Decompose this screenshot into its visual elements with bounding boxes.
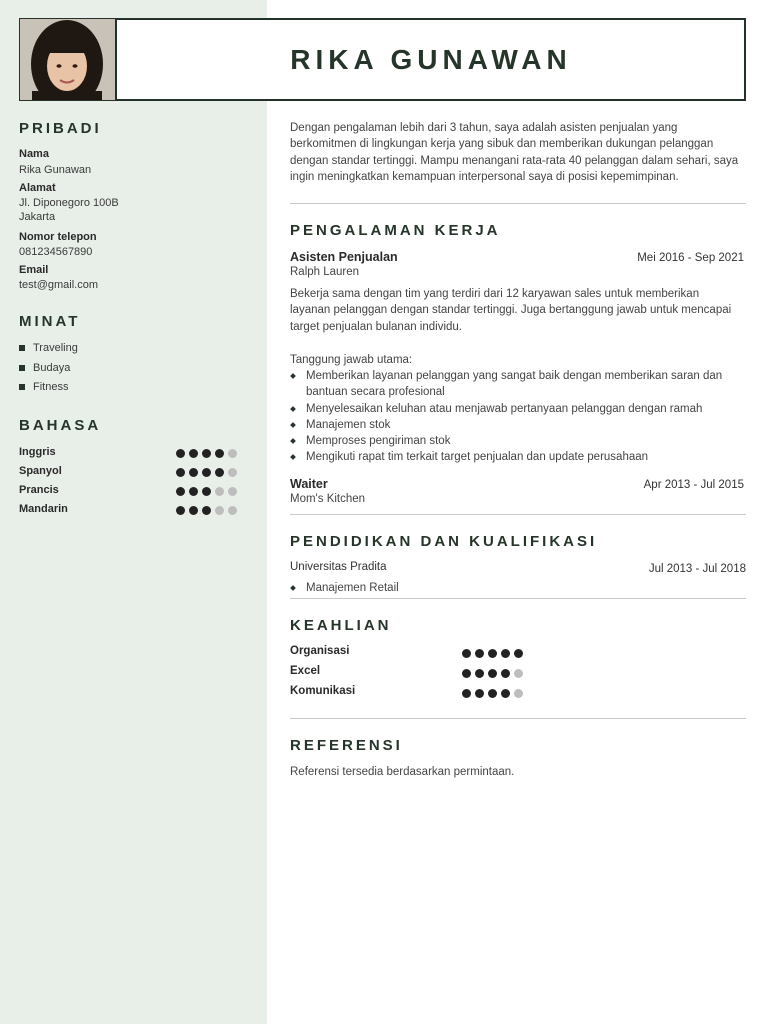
education-list [290, 580, 740, 596]
divider [290, 718, 746, 719]
duty-item: Memproses pengiriman stok [290, 433, 740, 449]
address-line-1: Jl. Diponegoro 100B [19, 197, 119, 209]
skill-rating [462, 689, 523, 698]
job-description: Bekerja sama dengan tim yang terdiri dari 12 karyawan sales untuk memberikan layanan pelanggan dengan standar tertinggi. Juga bertanggung jawab untuk mencapai target penjualan bulanan individu. [290, 288, 732, 333]
job-company: Mom's Kitchen [290, 493, 366, 505]
section-title-experience: PENGALAMAN KERJA [290, 222, 501, 239]
interest-item [19, 381, 68, 393]
section-title-languages: BAHASA [19, 417, 102, 434]
language-rating [176, 506, 237, 515]
square-bullet-icon [19, 365, 25, 371]
square-bullet-icon [19, 345, 25, 351]
duty-item: Mengikuti rapat tim terkait target penjualan dan update perusahaan [290, 449, 740, 465]
rating-dot-empty [514, 669, 523, 678]
name-value: Rika Gunawan [19, 164, 92, 176]
square-bullet-icon [19, 384, 25, 390]
duty-item: Memberikan layanan pelanggan yang sangat baik dengan memberikan saran dan bantuan secara profesional [290, 368, 740, 401]
rating-dot-filled [488, 689, 497, 698]
language-name: Inggris [19, 446, 56, 458]
language-rating [176, 468, 237, 477]
rating-dot-filled [462, 669, 471, 678]
divider [290, 514, 746, 515]
profile-photo [20, 19, 117, 100]
rating-dot-empty [228, 468, 237, 477]
rating-dot-filled [462, 689, 471, 698]
candidate-name: RIKA GUNAWAN [290, 43, 572, 75]
language-name: Prancis [19, 484, 59, 496]
rating-dot-filled [501, 649, 510, 658]
job-title: Waiter [290, 477, 328, 491]
section-title-skills: KEAHLIAN [290, 617, 392, 634]
phone-label: Nomor telepon [19, 231, 97, 243]
section-title-personal: PRIBADI [19, 120, 102, 137]
address-line-2: Jakarta [19, 211, 56, 223]
divider [290, 203, 746, 204]
language-rating [176, 487, 237, 496]
education-item: Manajemen Retail [290, 580, 740, 596]
divider [290, 598, 746, 599]
rating-dot-filled [475, 649, 484, 658]
skill-rating [462, 669, 523, 678]
rating-dot-filled [202, 487, 211, 496]
rating-dot-filled [215, 449, 224, 458]
job-dates: Apr 2013 - Jul 2015 [643, 479, 744, 491]
references-text: Referensi tersedia berdasarkan permintaan. [290, 766, 515, 778]
interest-item [19, 342, 78, 354]
rating-dot-filled [475, 669, 484, 678]
rating-dot-empty [228, 506, 237, 515]
profile-summary: Dengan pengalaman lebih dari 3 tahun, saya adalah asisten penjualan yang berkomitmen di lingkungan kerja yang sibuk dan memberikan dukungan pelanggan dengan standar tertinggi. Mampu menangani rata-rata 40 pelanggan dalam sehari, saya ingin meningkatkan kemampuan interpersonal saya di posisi kepemimpinan. [290, 122, 739, 183]
interest-label: Fitness [33, 381, 69, 393]
interest-label: Traveling [33, 342, 78, 354]
phone-value: 081234567890 [19, 246, 93, 258]
rating-dot-filled [176, 468, 185, 477]
duties-heading: Tanggung jawab utama: [290, 354, 413, 366]
language-rating [176, 449, 237, 458]
job-company: Ralph Lauren [290, 266, 360, 278]
rating-dot-empty [228, 449, 237, 458]
rating-dot-filled [189, 487, 198, 496]
rating-dot-filled [488, 649, 497, 658]
rating-dot-filled [475, 689, 484, 698]
rating-dot-filled [189, 449, 198, 458]
rating-dot-empty [514, 689, 523, 698]
rating-dot-filled [189, 468, 198, 477]
rating-dot-filled [215, 468, 224, 477]
rating-dot-filled [176, 487, 185, 496]
rating-dot-empty [215, 506, 224, 515]
rating-dot-filled [514, 649, 523, 658]
address-label: Alamat [19, 182, 56, 194]
rating-dot-filled [501, 689, 510, 698]
school-name: Universitas Pradita [290, 561, 387, 573]
skill-rating [462, 649, 523, 658]
name-label: Nama [19, 148, 49, 160]
rating-dot-filled [189, 506, 198, 515]
duty-item: Menyelesaikan keluhan atau menjawab pertanyaan pelanggan dengan ramah [290, 401, 740, 417]
rating-dot-filled [176, 449, 185, 458]
duty-item: Manajemen stok [290, 417, 740, 433]
skill-name: Organisasi [290, 645, 350, 657]
rating-dot-empty [228, 487, 237, 496]
rating-dot-filled [501, 669, 510, 678]
rating-dot-filled [202, 468, 211, 477]
language-name: Spanyol [19, 465, 62, 477]
section-title-education: PENDIDIKAN DAN KUALIFIKASI [290, 533, 598, 550]
rating-dot-filled [202, 506, 211, 515]
rating-dot-filled [462, 649, 471, 658]
job-title: Asisten Penjualan [290, 250, 398, 264]
language-name: Mandarin [19, 503, 68, 515]
skill-name: Excel [290, 665, 321, 677]
rating-dot-empty [215, 487, 224, 496]
email-value: test@gmail.com [19, 279, 99, 291]
section-title-interests: MINAT [19, 313, 81, 330]
skill-name: Komunikasi [290, 685, 356, 697]
job-dates: Mei 2016 - Sep 2021 [637, 252, 744, 264]
interest-item [19, 362, 70, 374]
duties-list [290, 368, 740, 466]
section-title-references: REFERENSI [290, 737, 403, 754]
rating-dot-filled [488, 669, 497, 678]
education-dates: Jul 2013 - Jul 2018 [648, 563, 746, 575]
interest-label: Budaya [33, 362, 71, 374]
rating-dot-filled [202, 449, 211, 458]
rating-dot-filled [176, 506, 185, 515]
email-label: Email [19, 264, 49, 276]
